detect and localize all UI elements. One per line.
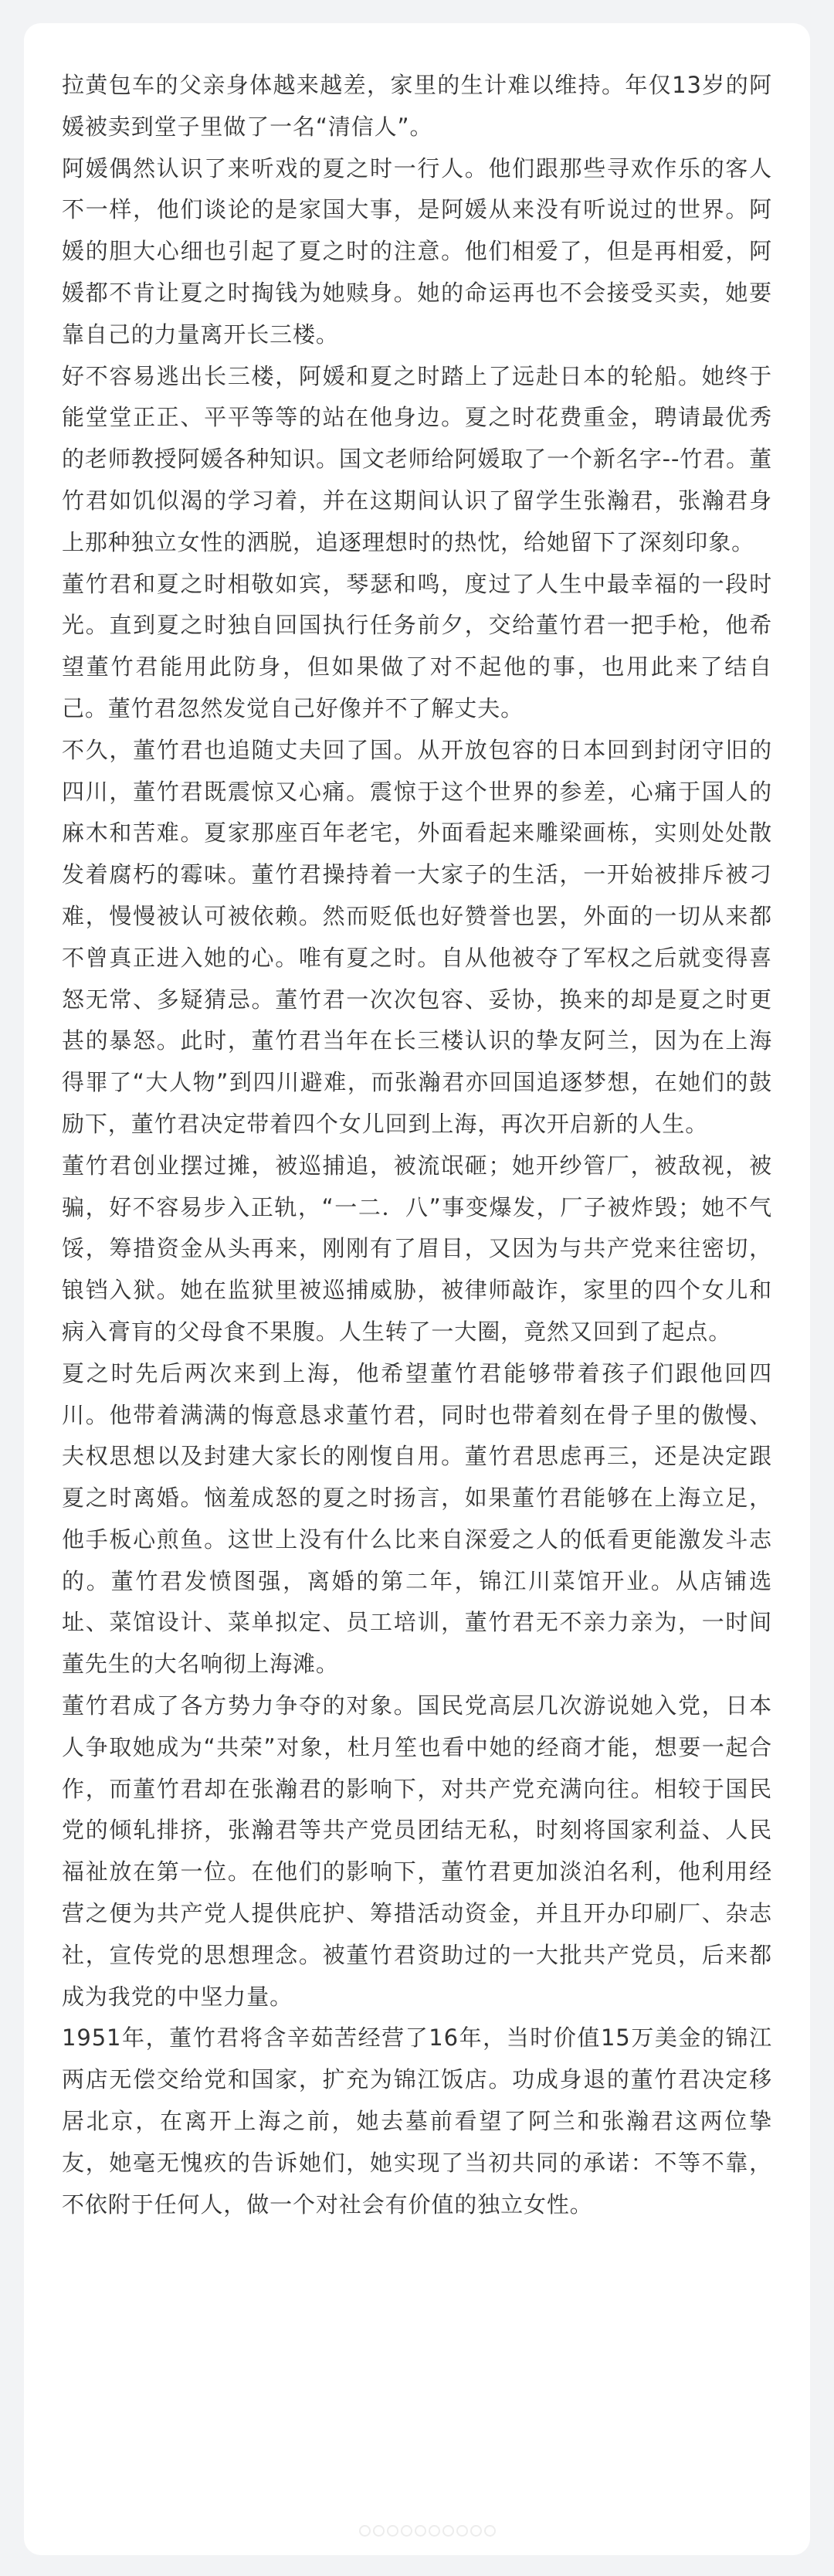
watermark-dot-icon [359, 2525, 371, 2537]
article-paragraph-3: 好不容易逃出长三楼，阿媛和夏之时踏上了远赴日本的轮船。她终于能堂堂正正、平平等等的站在他身边。夏之时花费重金，聘请最优秀的老师教授阿媛各种知识。国文老师给阿媛取了一个新名字--竹君。董竹君如饥似渴的学习着，并在这期间认识了留学生张瀚君，张瀚君身上那种独立女性的洒脱，追逐理想时的热忱，给她留下了深刻印象。 [62, 362, 772, 555]
article-card [24, 23, 810, 2555]
article-paragraph-6: 董竹君创业摆过摊，被巡捕追，被流氓砸；她开纱管厂，被敌视，被骗，好不容易步入正轨，“一二．八”事变爆发，厂子被炸毁；她不气馁，筹措资金从头再来，刚刚有了眉目，又因为与共产党来往密切，锒铛入狱。她在监狱里被巡捕威胁，被律师敲诈，家里的四个女儿和病入膏肓的父母食不果腹。人生转了一大圈，竟然又回到了起点。 [62, 1152, 772, 1345]
article-paragraph-2: 阿媛偶然认识了来听戏的夏之时一行人。他们跟那些寻欢作乐的客人不一样，他们谈论的是家国大事，是阿媛从来没有听说过的世界。阿媛的胆大心细也引起了夏之时的注意。他们相爱了，但是再相爱，阿媛都不肯让夏之时掏钱为她赎身。她的命运再也不会接受买卖，她要靠自己的力量离开长三楼。 [62, 154, 772, 348]
watermark-dot-icon [470, 2525, 482, 2537]
article-paragraph-4: 董竹君和夏之时相敬如宾，琴瑟和鸣，度过了人生中最幸福的一段时光。直到夏之时独自回国执行任务前夕，交给董竹君一把手枪，他希望董竹君能用此防身，但如果做了对不起他的事，也用此来了结自己。董竹君忽然发觉自己好像并不了解丈夫。 [62, 570, 772, 721]
watermark-dot-icon [373, 2525, 385, 2537]
watermark-dot-icon [387, 2525, 398, 2537]
article-paragraph-9: 1951年，董竹君将含辛茹苦经营了16年，当时价值15万美金的锦江两店无偿交给党和国家，扩充为锦江饭店。功成身退的董竹君决定移居北京，在离开上海之前，她去墓前看望了阿兰和张瀚君这两位挚友，她毫无愧疚的告诉她们，她实现了当初共同的承诺：不等不靠，不依附于任何人，做一个对社会有价值的独立女性。 [62, 2024, 772, 2218]
article-paragraph-7: 夏之时先后两次来到上海，他希望董竹君能够带着孩子们跟他回四川。他带着满满的悔意恳求董竹君，同时也带着刻在骨子里的傲慢、夫权思想以及封建大家长的刚愎自用。董竹君思虑再三，还是决定跟夏之时离婚。恼羞成怒的夏之时扬言，如果董竹君能够在上海立足，他手板心煎鱼。这世上没有什么比来自深爱之人的低看更能激发斗志的。董竹君发愤图强，离婚的第二年，锦江川菜馆开业。从店铺选址、菜馆设计、菜单拟定、员工培训，董竹君无不亲力亲为，一时间董先生的大名响彻上海滩。 [62, 1359, 772, 1678]
watermark-dot-icon [415, 2525, 426, 2537]
watermark-dot-icon [429, 2525, 440, 2537]
watermark-dot-icon [401, 2525, 412, 2537]
watermark-dot-icon [456, 2525, 468, 2537]
article-paragraph-5: 不久，董竹君也追随丈夫回了国。从开放包容的日本回到封闭守旧的四川，董竹君既震惊又心痛。震惊于这个世界的参差，心痛于国人的麻木和苦难。夏家那座百年老宅，外面看起来雕梁画栋，实则处处散发着腐朽的霉味。董竹君操持着一大家子的生活，一开始被排斥被刁难，慢慢被认可被依赖。然而贬低也好赞誉也罢，外面的一切从来都不曾真正进入她的心。唯有夏之时。自从他被夺了军权之后就变得喜怒无常、多疑猜忌。董竹君一次次包容、妥协，换来的却是夏之时更甚的暴怒。此时，董竹君当年在长三楼认识的挚友阿兰，因为在上海得罪了“大人物”到四川避难，而张瀚君亦回国追逐梦想，在她们的鼓励下，董竹君决定带着四个女儿回到上海，再次开启新的人生。 [62, 736, 772, 1137]
watermark-logo [359, 2525, 496, 2539]
article-paragraph-1: 拉黄包车的父亲身体越来越差，家里的生计难以维持。年仅13岁的阿媛被卖到堂子里做了一名“清信人”。 [62, 72, 772, 140]
article-paragraph-8: 董竹君成了各方势力争夺的对象。国民党高层几次游说她入党，日本人争取她成为“共荣”对象，杜月笙也看中她的经商才能，想要一起合作，而董竹君却在张瀚君的影响下，对共产党充满向往。相较于国民党的倾轧排挤，张瀚君等共产党员团结无私，时刻将国家利益、人民福祉放在第一位。在他们的影响下，董竹君更加淡泊名利，他利用经营之便为共产党人提供庇护、筹措活动资金，并且开办印刷厂、杂志社，宣传党的思想理念。被董竹君资助过的一大批共产党员，后来都成为我党的中坚力量。 [62, 1692, 772, 2010]
watermark-dot-icon [442, 2525, 454, 2537]
watermark-dot-icon [484, 2525, 496, 2537]
